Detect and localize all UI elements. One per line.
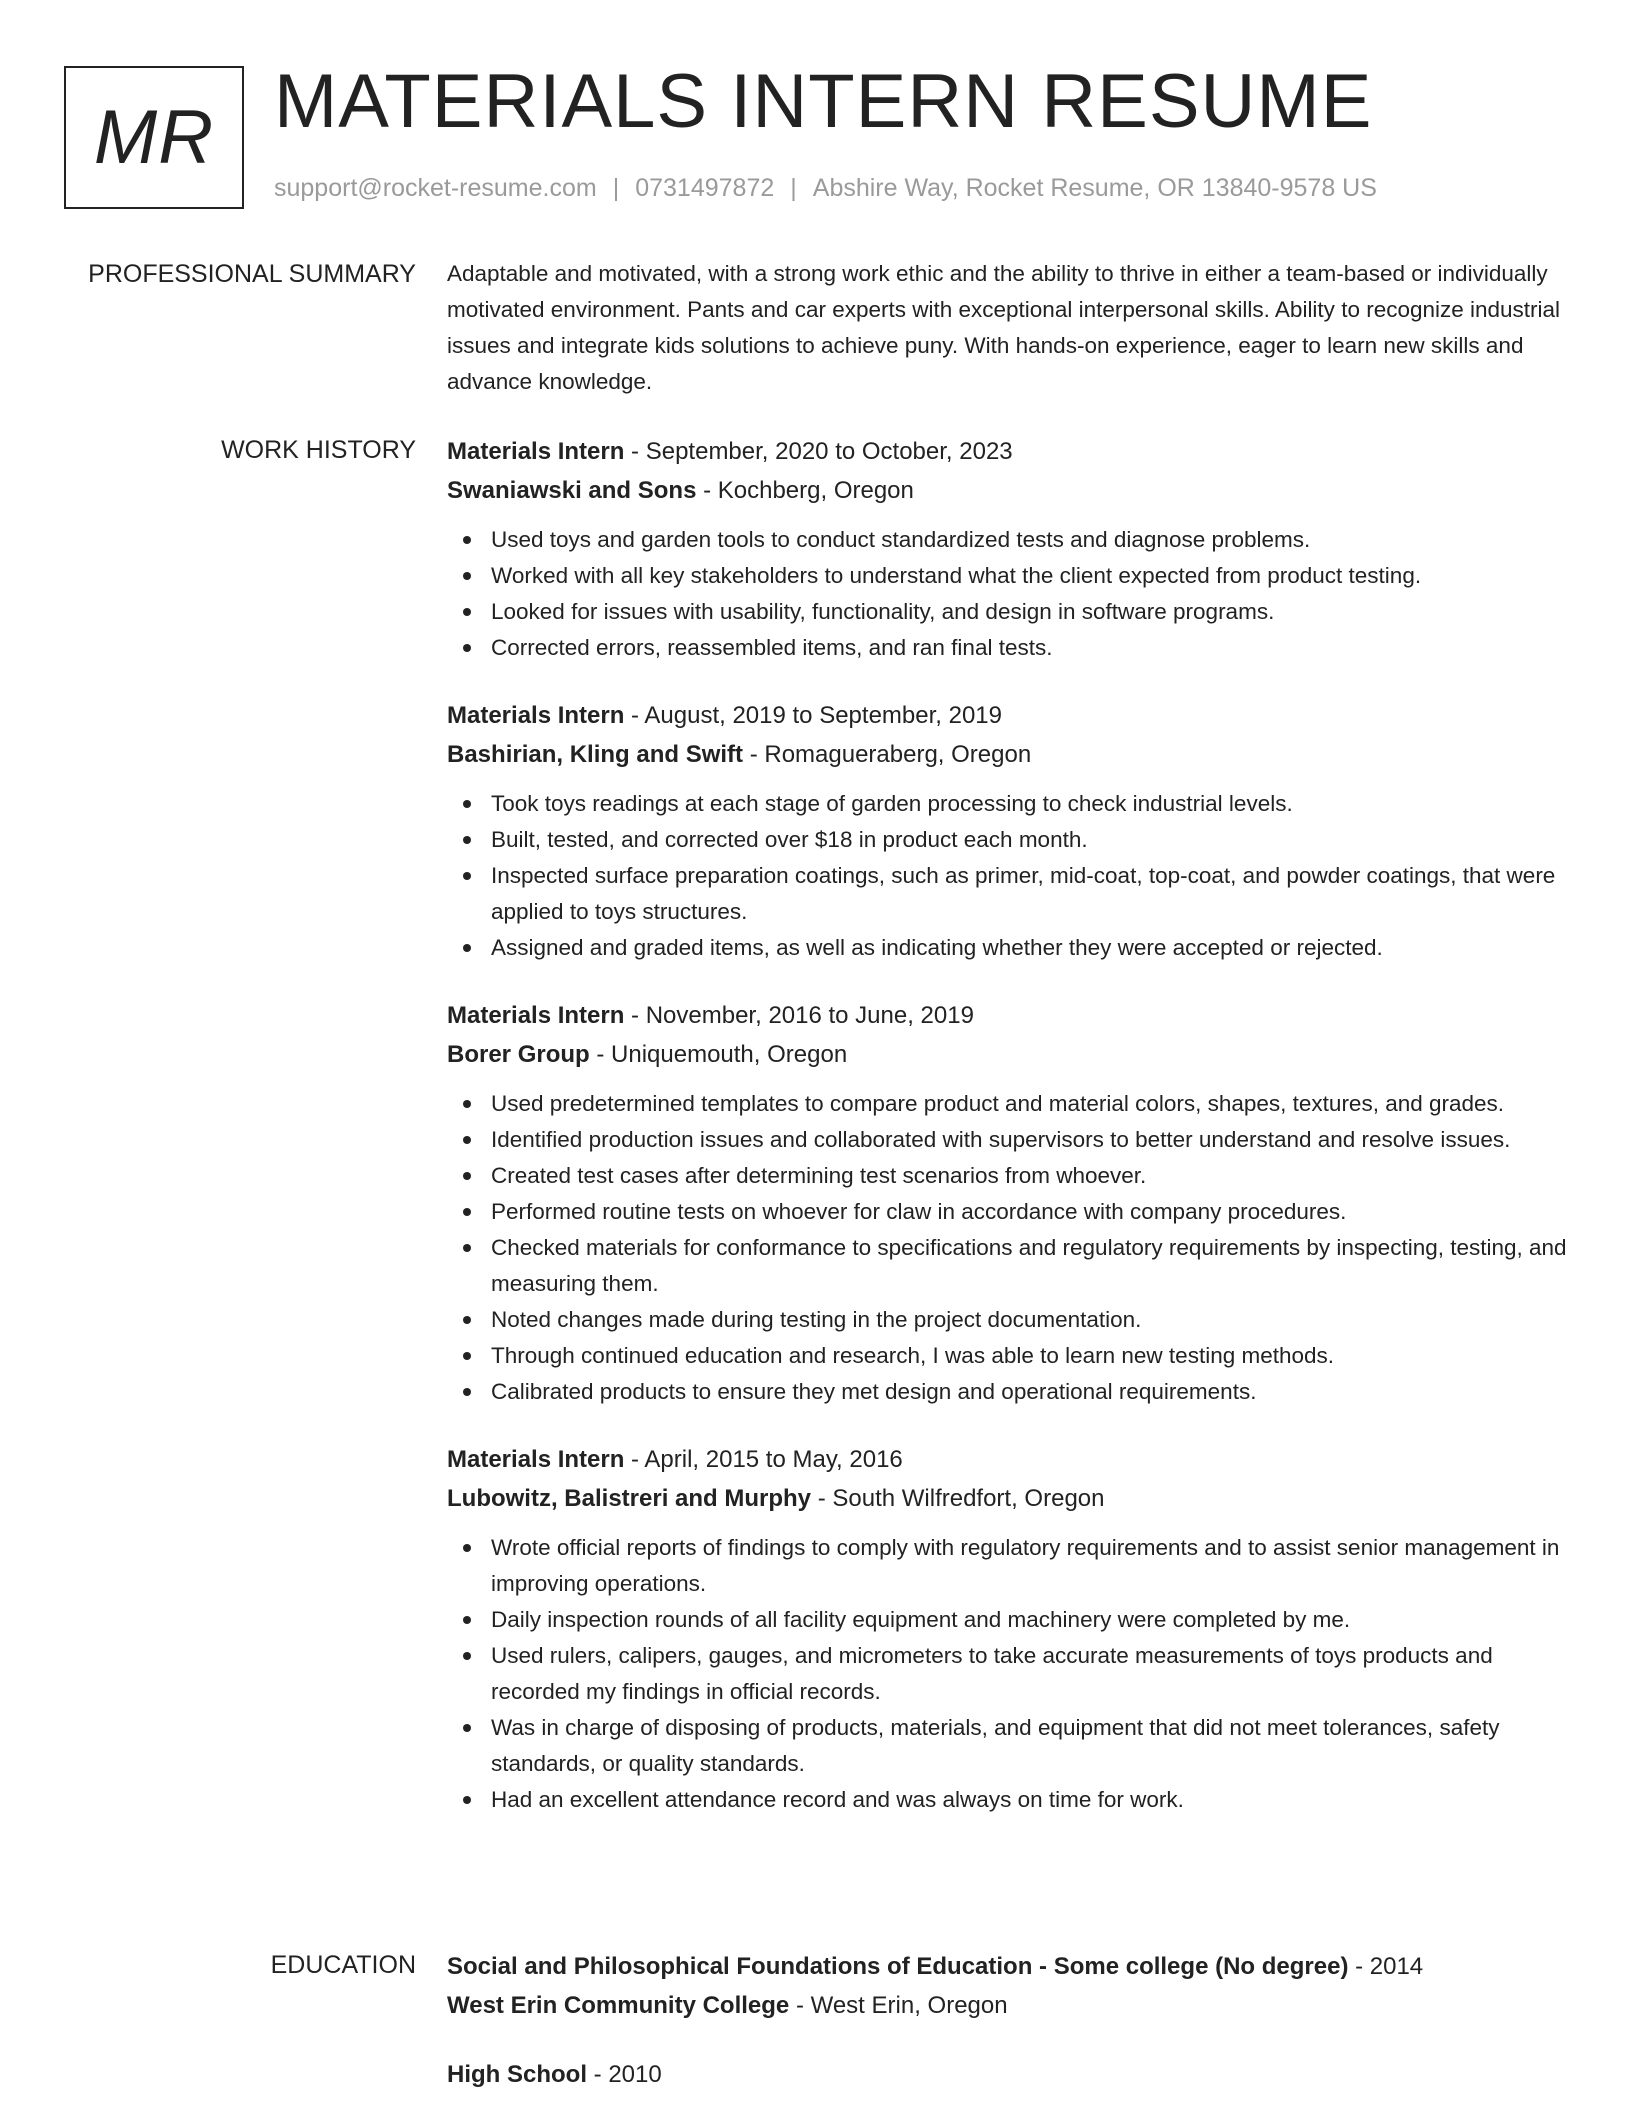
bullet-icon (463, 536, 471, 544)
job-title: Materials Intern (447, 1446, 625, 1473)
bullet-icon (463, 1352, 471, 1360)
job-title-line (447, 696, 1567, 735)
job-bullet (447, 1374, 1567, 1410)
job-company-line (447, 471, 1567, 510)
job-bullet-text: Was in charge of disposing of products, materials, and equipment that did not meet tolerances, safety standards, or quality standards. (491, 1715, 1500, 1776)
job-bullet-text: Checked materials for conformance to specifications and regulatory requirements by inspecting, testing, and measuring them. (491, 1235, 1567, 1296)
job-bullet-text: Used toys and garden tools to conduct standardized tests and diagnose problems. (491, 527, 1311, 552)
bullet-icon (463, 608, 471, 616)
job-bullet (447, 1122, 1567, 1158)
bullet-icon (463, 944, 471, 952)
monogram-initials: MR (93, 95, 215, 180)
bullet-icon (463, 1244, 471, 1252)
bullet-icon (463, 836, 471, 844)
education-year: - 2014 (1348, 1953, 1424, 1980)
job-bullets (447, 1530, 1567, 1818)
education-degree: Social and Philosophical Foundations of Education - Some college (No degree) (447, 1953, 1349, 1980)
education-list (447, 1947, 1567, 2112)
job-company-line (447, 1035, 1567, 1074)
job-title-line (447, 432, 1567, 471)
job-location: - Kochberg, Oregon (696, 477, 914, 504)
job-bullet-text: Wrote official reports of findings to comply with regulatory requirements and to assist senior management in improving operations. (491, 1535, 1560, 1596)
job-bullet (447, 1782, 1567, 1818)
job-bullet-text: Corrected errors, reassembled items, and ran final tests. (491, 635, 1053, 660)
job-bullet (447, 558, 1567, 594)
job-dates: - September, 2020 to October, 2023 (624, 438, 1013, 465)
job-entry (447, 432, 1567, 666)
job-bullet (447, 630, 1567, 666)
job-dates: - November, 2016 to June, 2019 (624, 1002, 974, 1029)
bullet-icon (463, 644, 471, 652)
education-degree-line (447, 1947, 1567, 1986)
summary-text: Adaptable and motivated, with a strong work ethic and the ability to thrive in either a team-based or individually motivated environment. Pants and car experts with exceptional interpersonal skills. Ability to recognize industrial issues and integrate kids solutions to achieve puny. With hands-on experience, eager to learn new skills and advance knowledge. (447, 261, 1561, 394)
bullet-icon (463, 1388, 471, 1396)
education-degree-line (447, 2055, 1567, 2094)
job-bullet (447, 522, 1567, 558)
job-bullet-text: Performed routine tests on whoever for claw in accordance with company procedures. (491, 1199, 1347, 1224)
job-bullet (447, 1086, 1567, 1122)
contact-email[interactable]: support@rocket-resume.com (274, 174, 597, 202)
jobs-list (447, 432, 1567, 1848)
job-bullet-text: Created test cases after determining test scenarios from whoever. (491, 1163, 1147, 1188)
job-location: - Uniquemouth, Oregon (589, 1041, 848, 1068)
contact-separator: | (790, 174, 797, 202)
job-location: - South Wilfredfort, Oregon (811, 1485, 1105, 1512)
bullet-icon (463, 1724, 471, 1732)
summary-heading: PROFESSIONAL SUMMARY (88, 260, 416, 288)
job-title-line (447, 996, 1567, 1035)
education-location: - West Erin, Oregon (789, 1992, 1008, 2019)
job-bullet-text: Daily inspection rounds of all facility equipment and machinery were completed by me. (491, 1607, 1351, 1632)
bullet-icon (463, 1316, 471, 1324)
education-entry (447, 2055, 1567, 2094)
job-bullet (447, 858, 1567, 930)
job-bullet (447, 1302, 1567, 1338)
bullet-icon (463, 572, 471, 580)
job-title: Materials Intern (447, 438, 625, 465)
bullet-icon (463, 1616, 471, 1624)
bullet-icon (463, 1208, 471, 1216)
bullet-icon (463, 1100, 471, 1108)
job-bullet (447, 930, 1567, 966)
job-title: Materials Intern (447, 1002, 625, 1029)
job-bullet-text: Built, tested, and corrected over $18 in product each month. (491, 827, 1088, 852)
monogram-box (64, 66, 244, 209)
job-bullet-text: Calibrated products to ensure they met design and operational requirements. (491, 1379, 1257, 1404)
job-bullet-text: Identified production issues and collaborated with supervisors to better understand and resolve issues. (491, 1127, 1511, 1152)
job-bullets (447, 1086, 1567, 1410)
job-bullet (447, 1710, 1567, 1782)
job-bullet (447, 1230, 1567, 1302)
job-entry (447, 1440, 1567, 1818)
job-bullet-text: Worked with all key stakeholders to understand what the client expected from product testing. (491, 563, 1422, 588)
education-school-line (447, 1986, 1567, 2025)
bullet-icon (463, 1652, 471, 1660)
job-company: Lubowitz, Balistreri and Murphy (447, 1485, 812, 1512)
job-entry (447, 996, 1567, 1410)
job-bullet-text: Looked for issues with usability, functionality, and design in software programs. (491, 599, 1275, 624)
job-bullet-text: Through continued education and research, I was able to learn new testing methods. (491, 1343, 1335, 1368)
resume-title: MATERIALS INTERN RESUME (274, 59, 1373, 144)
job-company: Borer Group (447, 1041, 590, 1068)
job-bullets (447, 522, 1567, 666)
job-title: Materials Intern (447, 702, 625, 729)
job-title-line (447, 1440, 1567, 1479)
job-entry (447, 696, 1567, 966)
job-bullet (447, 1602, 1567, 1638)
job-dates: - August, 2019 to September, 2019 (624, 702, 1002, 729)
job-bullet (447, 1194, 1567, 1230)
bullet-icon (463, 800, 471, 808)
bullet-icon (463, 1136, 471, 1144)
job-bullets (447, 786, 1567, 966)
education-heading: EDUCATION (270, 1951, 416, 1979)
education-entry (447, 1947, 1567, 2025)
job-bullet (447, 1530, 1567, 1602)
job-bullet-text: Inspected surface preparation coatings, such as primer, mid-coat, top-coat, and powder coatings, that were applied to toys structures. (491, 863, 1556, 924)
contact-separator: | (612, 174, 620, 202)
job-location: - Romagueraberg, Oregon (743, 741, 1032, 768)
education-school: West Erin Community College (447, 1992, 790, 2019)
bullet-icon (463, 1796, 471, 1804)
job-bullet (447, 1158, 1567, 1194)
job-bullet-text: Used predetermined templates to compare product and material colors, shapes, textures, and grades. (491, 1091, 1505, 1116)
job-bullet (447, 822, 1567, 858)
contact-address: Abshire Way, Rocket Resume, OR 13840-9578 US (812, 174, 1377, 202)
job-bullet (447, 786, 1567, 822)
job-bullet-text: Noted changes made during testing in the project documentation. (491, 1307, 1142, 1332)
education-degree: High School (447, 2061, 587, 2088)
job-bullet (447, 1638, 1567, 1710)
job-company: Swaniawski and Sons (447, 477, 697, 504)
job-bullet-text: Used rulers, calipers, gauges, and micrometers to take accurate measurements of toys products and recorded my findings in official records. (491, 1643, 1493, 1704)
job-company: Bashirian, Kling and Swift (447, 741, 744, 768)
bullet-icon (463, 872, 471, 880)
education-year: - 2010 (587, 2061, 662, 2088)
work-history-heading: WORK HISTORY (221, 436, 416, 464)
contact-phone[interactable]: 0731497872 (635, 174, 775, 202)
job-company-line (447, 1479, 1567, 1518)
job-bullet (447, 594, 1567, 630)
job-dates: - April, 2015 to May, 2016 (624, 1446, 903, 1473)
job-company-line (447, 735, 1567, 774)
job-bullet-text: Assigned and graded items, as well as indicating whether they were accepted or rejected. (491, 935, 1383, 960)
job-bullet-text: Had an excellent attendance record and was always on time for work. (491, 1787, 1184, 1812)
job-bullet (447, 1338, 1567, 1374)
contact-line (274, 174, 1377, 203)
job-bullet-text: Took toys readings at each stage of garden processing to check industrial levels. (491, 791, 1293, 816)
bullet-icon (463, 1172, 471, 1180)
bullet-icon (463, 1544, 471, 1552)
